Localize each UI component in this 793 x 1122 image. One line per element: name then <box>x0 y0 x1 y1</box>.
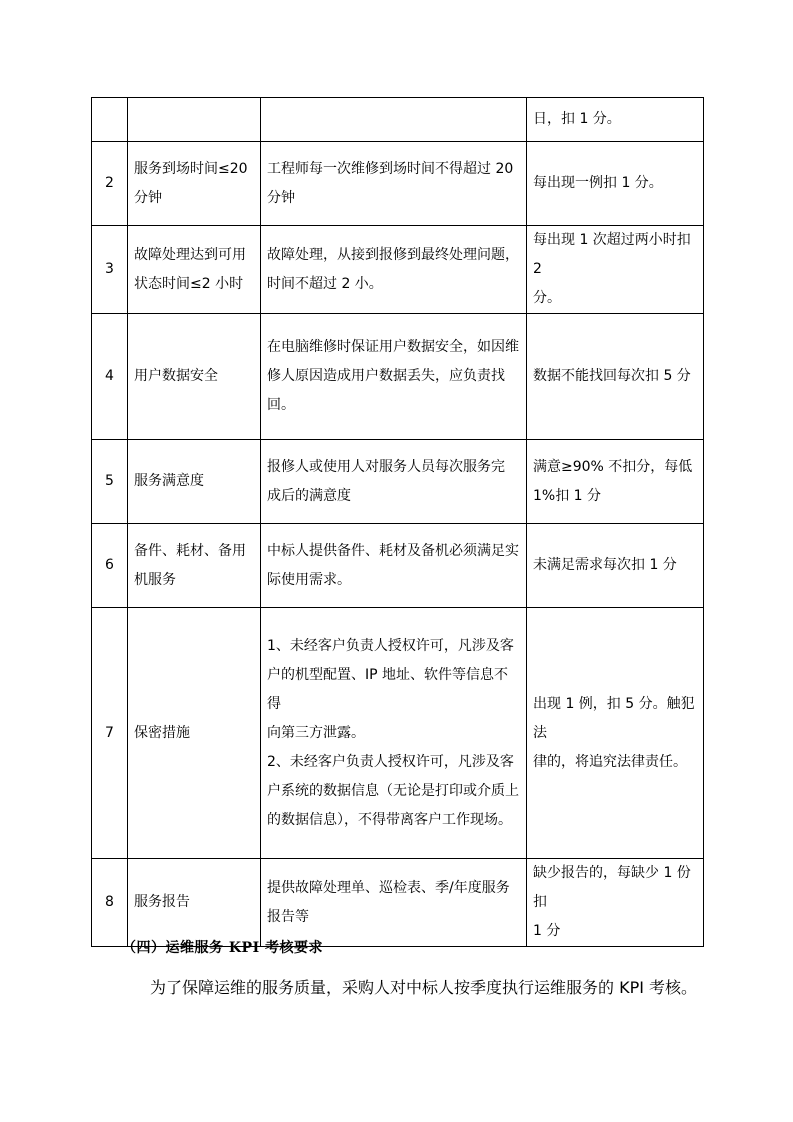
deduction-text: 出现 1 例，扣 5 分。触犯法 律的，将追究法律责任。 <box>527 608 704 859</box>
standard-text: 提供故障处理单、巡检表、季/年度服务 报告等 <box>261 859 527 947</box>
standard-text: 中标人提供备件、耗材及备机必须满足实 际使用需求。 <box>261 524 527 608</box>
row-number: 2 <box>92 142 128 226</box>
table-row <box>92 608 704 859</box>
table-row <box>92 859 704 947</box>
item-name: 保密措施 <box>128 608 261 859</box>
kpi-table <box>91 97 704 947</box>
standard-text: 工程师每一次维修到场时间不得超过 20 分钟 <box>261 142 527 226</box>
table-row <box>92 142 704 226</box>
row-number: 7 <box>92 608 128 859</box>
row-number: 6 <box>92 524 128 608</box>
item-name: 用户数据安全 <box>128 314 261 440</box>
row-number <box>92 98 128 142</box>
row-number: 4 <box>92 314 128 440</box>
deduction-text: 数据不能找回每次扣 5 分 <box>527 314 704 440</box>
item-name <box>128 98 261 142</box>
section-heading: （四）运维服务 KPI 考核要求 <box>122 940 323 956</box>
item-name: 服务满意度 <box>128 440 261 524</box>
table-row <box>92 524 704 608</box>
item-name: 备件、耗材、备用 机服务 <box>128 524 261 608</box>
row-number: 8 <box>92 859 128 947</box>
table-row <box>92 98 704 142</box>
deduction-text: 每出现 1 次超过两小时扣 2 分。 <box>527 226 704 314</box>
table-row <box>92 314 704 440</box>
standard-text: 在电脑维修时保证用户数据安全，如因维 修人原因造成用户数据丢失，应负责找 回。 <box>261 314 527 440</box>
item-name: 服务到场时间≤20 分钟 <box>128 142 261 226</box>
deduction-text: 日，扣 1 分。 <box>527 98 704 142</box>
table-row <box>92 440 704 524</box>
standard-text: 故障处理，从接到报修到最终处理问题， 时间不超过 2 小。 <box>261 226 527 314</box>
row-number: 5 <box>92 440 128 524</box>
deduction-text: 缺少报告的，每缺少 1 份扣 1 分 <box>527 859 704 947</box>
item-name: 服务报告 <box>128 859 261 947</box>
standard-text: 1、未经客户负责人授权许可，凡涉及客 户的机型配置、IP 地址、软件等信息不得 向第三方泄露。 2、未经客户负责人授权许可，凡涉及客 户系统的数据信息（无论是打印或介质上 的数据信息），不得带离客户工作现场。 <box>261 608 527 859</box>
standard-text: 报修人或使用人对服务人员每次服务完 成后的满意度 <box>261 440 527 524</box>
table-row <box>92 226 704 314</box>
row-number: 3 <box>92 226 128 314</box>
deduction-text: 未满足需求每次扣 1 分 <box>527 524 704 608</box>
item-name: 故障处理达到可用 状态时间≤2 小时 <box>128 226 261 314</box>
standard-text <box>261 98 527 142</box>
deduction-text: 满意≥90% 不扣分，每低 1%扣 1 分 <box>527 440 704 524</box>
body-paragraph: 为了保障运维的服务质量，采购人对中标人按季度执行运维服务的 KPI 考核。 <box>150 978 698 997</box>
deduction-text: 每出现一例扣 1 分。 <box>527 142 704 226</box>
